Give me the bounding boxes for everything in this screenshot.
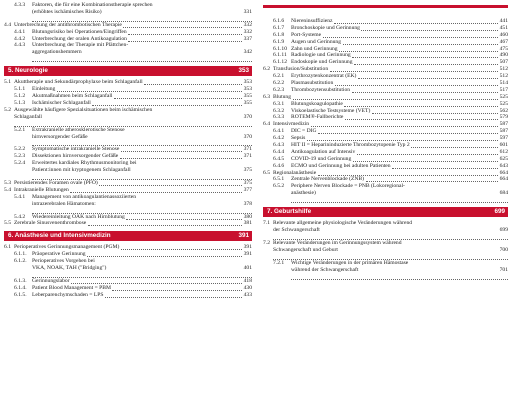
section-number: 5.1.1	[14, 86, 26, 93]
page-number: 475	[499, 45, 508, 52]
page-number: 517	[499, 86, 508, 93]
section-number: 6.5.1	[273, 176, 285, 183]
page-number: 391	[243, 251, 252, 258]
section-title: COVID-19 und Gerinnung	[291, 155, 352, 162]
toc-section-entry[interactable]	[4, 244, 252, 251]
toc-entry-continuation[interactable]	[4, 114, 252, 127]
section-title: Intensivmedizin	[273, 121, 310, 128]
section-title: Transfusion/Substitution	[273, 66, 329, 73]
section-number: 4.4	[4, 21, 11, 28]
page-number: 381	[243, 220, 252, 227]
dot-leader	[358, 73, 498, 80]
dot-leader	[71, 278, 242, 285]
page-number: 355	[243, 99, 252, 106]
section-number: 5.2.3	[14, 153, 26, 160]
dot-leader	[99, 180, 242, 187]
toc-subsection-entry[interactable]	[4, 285, 252, 292]
page-number: 451	[499, 24, 508, 31]
dot-leader	[318, 128, 498, 135]
section-title: Plasmasubstitution	[291, 80, 334, 87]
section-number: 6.1	[4, 244, 11, 251]
page-number: 525	[499, 100, 508, 107]
toc-subsection-entry[interactable]	[263, 32, 508, 39]
page-number: 525	[499, 93, 508, 100]
dot-leader	[352, 52, 498, 59]
section-number: 5.1.3	[14, 99, 26, 106]
section-number: 6.4.6	[273, 162, 285, 169]
toc-section-entry[interactable]	[4, 187, 252, 194]
toc-subsection-entry[interactable]	[4, 86, 252, 93]
toc-subsection-entry[interactable]	[4, 194, 252, 201]
section-number: 5.2.1	[14, 126, 26, 133]
page-number: 441	[499, 18, 508, 24]
section-title: Präoperative Gerinnung	[32, 251, 86, 258]
dot-leader	[112, 285, 242, 292]
section-title-continuation: während der Schwangerschaft	[291, 266, 359, 273]
dot-leader	[144, 79, 242, 86]
section-number: 4.3.3	[14, 2, 26, 8]
section-number: 6.1.2.	[14, 258, 27, 265]
section-number: 7.2.1	[273, 259, 285, 266]
section-title: Perioperatives Vorgehen bei	[32, 258, 95, 265]
dot-leader	[32, 56, 252, 62]
section-title: ECMO und Gerinnung bei adulten Patienten	[291, 162, 391, 169]
dot-leader	[123, 22, 242, 29]
section-number: 5.1	[4, 79, 11, 86]
dot-leader	[323, 32, 498, 39]
section-title-continuation: anästhesie)	[291, 190, 316, 197]
dot-leader	[291, 197, 508, 203]
section-number: 7.1	[263, 220, 270, 227]
page-number: 601	[499, 142, 508, 149]
page-number: 342	[243, 49, 252, 56]
page-number: 643	[499, 162, 508, 169]
toc-entry-continuation[interactable]	[263, 247, 508, 260]
page-number: 353	[243, 86, 252, 93]
section-title: Blutungskoagulopathie	[291, 100, 343, 107]
dot-leader	[114, 93, 242, 100]
toc-section-entry[interactable]	[263, 94, 508, 101]
section-number: 7.2	[263, 239, 270, 246]
page-number: 370	[243, 113, 252, 120]
page-number: 355	[243, 93, 252, 100]
section-title: Erweitertes kardiales Rhythmusmonitoring bei	[32, 160, 137, 167]
toc-subsection-entry[interactable]	[4, 258, 252, 265]
chapter-heading[interactable]	[4, 231, 252, 241]
section-number: 5.4	[4, 186, 11, 193]
section-title: Blutungsrisiko bei Operationen/Eingriffen	[32, 28, 127, 35]
section-title: Akutmaßnahmen beim Schlaganfall	[32, 93, 113, 100]
section-title: Leberparenchymschaden = LPS	[32, 291, 104, 298]
toc-subsection-entry[interactable]	[263, 18, 508, 25]
section-number: 6.1.10	[273, 45, 287, 52]
chapter-title: 7. Geburtshilfe	[267, 208, 312, 216]
section-number: 5.4.1	[14, 193, 26, 200]
page-number: 380	[243, 213, 252, 220]
page-number: 587	[499, 128, 508, 135]
page-number: 612	[499, 148, 508, 155]
section-title: Wiedereinleitung OAK nach Hirnblutung	[32, 213, 125, 220]
section-number: 6.3.1	[273, 100, 285, 107]
section-title: Niereninsuffizienz	[291, 18, 333, 24]
section-title: Thrombozytensubstitution	[291, 86, 351, 93]
dot-leader	[372, 108, 498, 115]
section-title-continuation: Patient:innen mit kryptogenem Schlaganfall	[32, 167, 131, 174]
section-title: Radiologie und Gerinnung	[291, 52, 351, 59]
page-number: 418	[243, 277, 252, 284]
dot-leader	[105, 292, 242, 299]
section-title: HIT II = Heparininduzierte Thrombozytopenie Typ 2	[291, 142, 410, 149]
section-title-continuation: Schlaganfall	[14, 113, 42, 120]
section-number: 6.2.2	[273, 80, 285, 87]
section-title: Gerinnungslabor	[32, 277, 70, 284]
toc-subsection-entry[interactable]	[4, 278, 252, 285]
toc-subsection-entry[interactable]	[263, 25, 508, 32]
section-title: Ausgewählte häufigere Spezialsituationen beim ischämischen	[14, 106, 153, 113]
dot-leader	[88, 220, 242, 227]
page-number: 562	[499, 107, 508, 114]
page-number: 353	[243, 79, 252, 86]
section-title: Faktoren, die für eine Kombinationstherapie sprechen	[32, 2, 153, 8]
section-number: 6.4	[263, 121, 270, 128]
section-title: Port-Systeme	[291, 31, 322, 38]
dot-leader	[92, 100, 242, 107]
page-number: 579	[499, 114, 508, 121]
section-title: Endoskopie und Gerinnung	[291, 59, 353, 66]
dot-leader	[128, 36, 242, 43]
dot-leader	[121, 146, 242, 153]
section-number: 6.5	[263, 169, 270, 176]
section-title-continuation: intrazerebralen Hämatomen:	[32, 200, 96, 207]
page-number: 371	[243, 153, 252, 160]
chapter-title: 6. Anästhesie und Intensivmedizin	[8, 232, 111, 240]
section-title: Zahn und Gerinnung	[291, 45, 338, 52]
section-title: Zentrale Nervenblockade (ZNB)	[291, 176, 364, 183]
section-title: Ischämischer Schlaganfall	[32, 99, 91, 106]
section-number: 6.2.3	[273, 86, 285, 93]
chapter-title: 5. Neurologie	[8, 67, 48, 75]
toc-subsection-entry[interactable]	[263, 114, 508, 121]
section-number: 5.2.2	[14, 146, 26, 153]
page-number: 467	[499, 38, 508, 45]
chapter-page-number: 353	[238, 67, 249, 75]
section-title: Sepsis	[291, 135, 306, 142]
section-title: Unterbrechung der Therapie mit Plättchen-	[32, 42, 129, 49]
toc-section-entry[interactable]	[4, 180, 252, 187]
section-number: 6.4.5	[273, 155, 285, 162]
section-number: 6.1.3.	[14, 277, 27, 284]
dot-leader	[87, 251, 242, 258]
page-number: 332	[243, 21, 252, 28]
page-number: 700	[499, 246, 508, 253]
page-number: 512	[499, 66, 508, 73]
section-title: DIC = DIG	[291, 128, 317, 135]
page-number: 331	[243, 8, 252, 15]
section-number: 6.1.8	[273, 31, 285, 38]
dot-leader	[357, 149, 498, 156]
toc-subsection-entry[interactable]	[263, 260, 508, 267]
section-number: 6.1.4.	[14, 284, 27, 291]
dot-leader	[121, 244, 242, 251]
section-title: Blutung	[273, 93, 292, 100]
toc-subsection-entry[interactable]	[263, 52, 508, 59]
toc-subsection-entry[interactable]	[4, 93, 252, 100]
top-accent-bar-right	[263, 5, 508, 8]
page-number: 433	[243, 291, 252, 298]
page-number: 512	[499, 73, 508, 80]
section-number: 5.4.2	[14, 213, 26, 220]
section-number: 6.1.5.	[14, 291, 27, 298]
dot-leader	[70, 187, 242, 194]
section-title: Persistierendes Foramen ovale (PFO)	[14, 180, 98, 186]
section-title-continuation: der Schwangerschaft	[273, 227, 320, 234]
toc-subsection-entry[interactable]	[263, 101, 508, 108]
toc-entry-continuation[interactable]	[263, 267, 508, 280]
page-number: 507	[499, 59, 508, 66]
section-title-continuation: (erhöhtes ischämisches Risiko)	[32, 8, 102, 15]
toc-section-entry[interactable]	[263, 121, 508, 128]
chapter-page-number: 699	[494, 208, 505, 216]
toc-right-column	[263, 18, 508, 280]
dot-leader	[343, 39, 499, 46]
dot-leader	[128, 29, 242, 36]
section-number: 6.1.6	[273, 18, 285, 24]
toc-section-entry[interactable]	[263, 240, 508, 247]
section-number: 6.1.1.	[14, 251, 27, 258]
dot-leader	[57, 86, 242, 93]
section-title: Wichtige Veränderungen in der primären Hämostase	[291, 259, 409, 266]
section-title: Augen und Gerinnung	[291, 38, 342, 45]
section-title: Relevante allgemeine physiologische Veränderungen während	[273, 220, 413, 227]
section-number: 6.3.3	[273, 114, 285, 121]
page-number: 332	[243, 28, 252, 35]
chapter-heading[interactable]	[263, 207, 508, 217]
section-title: Zerebrale Sinusvenenthrombose	[14, 220, 87, 227]
section-number: 6.3.2	[273, 107, 285, 114]
dot-leader	[311, 121, 499, 128]
page-number: 337	[243, 35, 252, 42]
section-number: 6.2	[263, 66, 270, 73]
toc-entry-continuation[interactable]	[4, 265, 252, 278]
toc-subsection-entry[interactable]	[4, 100, 252, 107]
page-number: 625	[499, 155, 508, 162]
chapter-heading[interactable]	[4, 66, 252, 76]
toc-subsection-entry[interactable]	[4, 214, 252, 221]
section-number: 4.4.1	[14, 28, 26, 35]
section-title: Erythrozytenkonzentrat (EK)	[291, 73, 357, 80]
toc-section-entry[interactable]	[4, 79, 252, 86]
section-title: Extrakranielle atherosklerotische Stenose	[32, 126, 125, 133]
dot-leader	[291, 274, 508, 280]
toc-subsection-entry[interactable]	[4, 36, 252, 43]
section-number: 6.1.7	[273, 24, 285, 31]
section-title: Antikoagulation auf Intensiv	[291, 148, 356, 155]
section-title: Akuttherapie und Sekundärprophylaxe beim Schlaganfall	[14, 79, 143, 86]
section-number: 6.1.11	[273, 52, 287, 59]
section-title: Symptomatische intrakranielle Stenose	[32, 146, 120, 153]
page-number: 430	[243, 284, 252, 291]
dot-leader	[352, 87, 499, 94]
dot-leader	[339, 46, 498, 53]
dot-leader	[344, 101, 498, 108]
section-number: 5.1.2	[14, 93, 26, 100]
section-number: 6.4.2	[273, 135, 285, 142]
page-number: 701	[499, 266, 508, 273]
page-number: 391	[243, 244, 252, 251]
toc-section-entry[interactable]	[4, 220, 252, 227]
section-title-continuation: Schwangerschaft und Geburt	[273, 246, 338, 253]
page-number: 597	[499, 135, 508, 142]
dot-leader	[126, 214, 242, 221]
toc-entry-continuation[interactable]	[4, 167, 252, 180]
page-number: 684	[499, 190, 508, 197]
page-number: 460	[499, 31, 508, 38]
toc-subsection-entry[interactable]	[263, 80, 508, 87]
page-number: 375	[243, 180, 252, 186]
section-title: Perioperatives Gerinnungsmanagement (PGM)	[14, 244, 120, 251]
toc-subsection-entry[interactable]	[4, 2, 252, 9]
toc-subsection-entry[interactable]	[4, 251, 252, 258]
section-title-continuation: hirnversorgender Gefäße	[32, 133, 88, 140]
toc-entry-continuation[interactable]	[4, 9, 252, 22]
section-title: ROTEM®-Fallberichte	[291, 114, 344, 121]
section-title-continuation: VKA, NOAK, TAH ("Bridging")	[32, 265, 107, 272]
section-number: 5.5	[4, 220, 11, 227]
section-title: Relevante Veränderungen im Gerinnungssystem während	[273, 239, 402, 246]
toc-subsection-entry[interactable]	[263, 128, 508, 135]
dot-leader	[334, 18, 498, 25]
dot-leader	[354, 59, 498, 66]
toc-subsection-entry[interactable]	[263, 156, 508, 163]
dot-leader	[293, 94, 499, 101]
section-number: 6.1.12	[273, 59, 287, 66]
toc-subsection-entry[interactable]	[263, 142, 508, 149]
toc-entry-continuation[interactable]	[263, 190, 508, 203]
page-number: 371	[243, 146, 252, 153]
section-number: 5.3	[4, 180, 11, 186]
toc-subsection-entry[interactable]	[263, 46, 508, 53]
section-number: 6.2.1	[273, 73, 285, 80]
section-title: Regionalanästhesie	[273, 169, 317, 176]
section-title: Unterbrechung der oralen Antikoagulation	[32, 35, 127, 42]
page-number: 490	[499, 52, 508, 59]
section-number: 6.5.2	[273, 183, 285, 190]
section-number: 4.4.2	[14, 35, 26, 42]
toc-subsection-entry[interactable]	[4, 153, 252, 160]
page-number: 401	[243, 265, 252, 272]
section-title: Management von antikoagulantienassoziierten	[32, 193, 137, 200]
section-number: 6.4.1	[273, 128, 285, 135]
section-title: Einleitung	[32, 86, 56, 93]
toc-entry-continuation[interactable]	[4, 49, 252, 62]
section-title: Unterbrechung der antithrombotischen Therapie	[14, 21, 122, 28]
page-number: 699	[499, 227, 508, 234]
toc-subsection-entry[interactable]	[263, 149, 508, 156]
page-number: 664	[499, 176, 508, 183]
toc-subsection-entry[interactable]	[4, 29, 252, 36]
dot-leader	[335, 80, 498, 87]
page-number: 375	[243, 167, 252, 174]
toc-subsection-entry[interactable]	[263, 39, 508, 46]
dot-leader	[120, 153, 242, 160]
toc-left-column	[4, 2, 252, 299]
toc-subsection-entry[interactable]	[263, 73, 508, 80]
section-title-continuation: aggregationshemmern	[32, 49, 82, 56]
page-number: 514	[499, 80, 508, 87]
dot-leader	[345, 114, 498, 121]
toc-subsection-entry[interactable]	[263, 135, 508, 142]
section-number: 5.2.4	[14, 160, 26, 167]
dot-leader	[392, 163, 498, 170]
dot-leader	[353, 156, 498, 163]
page-number: 370	[243, 133, 252, 140]
toc-subsection-entry[interactable]	[4, 292, 252, 299]
dot-leader	[307, 135, 498, 142]
toc-entry-continuation[interactable]	[4, 201, 252, 214]
page-number: 377	[243, 186, 252, 193]
page-number: 664	[499, 169, 508, 176]
section-title: Dissektionen hirnversorgender Gefäße	[32, 153, 119, 160]
section-number: 6.4.4	[273, 148, 285, 155]
section-title: Intrakranielle Blutungen	[14, 186, 69, 193]
section-number: 6.1.9	[273, 38, 285, 45]
section-title: Patient Blood Management = PBM	[32, 284, 111, 291]
section-title: Bronchoskopie und Gerinnung	[291, 24, 360, 31]
toc-section-entry[interactable]	[4, 107, 252, 114]
toc-entry-continuation[interactable]	[4, 134, 252, 147]
section-number: 6.3	[263, 93, 270, 100]
page-number: 587	[499, 121, 508, 128]
toc-subsection-entry[interactable]	[263, 163, 508, 170]
toc-subsection-entry[interactable]	[4, 127, 252, 134]
section-number: 4.4.3	[14, 42, 26, 49]
section-number: 6.4.3	[273, 142, 285, 149]
toc-subsection-entry[interactable]	[4, 42, 252, 49]
section-title: Viskoelastische Testsysteme (VET)	[291, 107, 371, 114]
toc-entry-continuation[interactable]	[263, 227, 508, 240]
chapter-page-number: 391	[238, 232, 249, 240]
section-title: Periphere Nerven Blockade = PNB (Lokoregional-	[291, 183, 405, 190]
section-number: 5.2	[4, 106, 11, 113]
dot-leader	[361, 25, 498, 32]
toc-subsection-entry[interactable]	[263, 87, 508, 94]
toc-section-entry[interactable]	[4, 22, 252, 29]
page-number: 378	[243, 200, 252, 207]
dot-leader	[411, 142, 498, 149]
